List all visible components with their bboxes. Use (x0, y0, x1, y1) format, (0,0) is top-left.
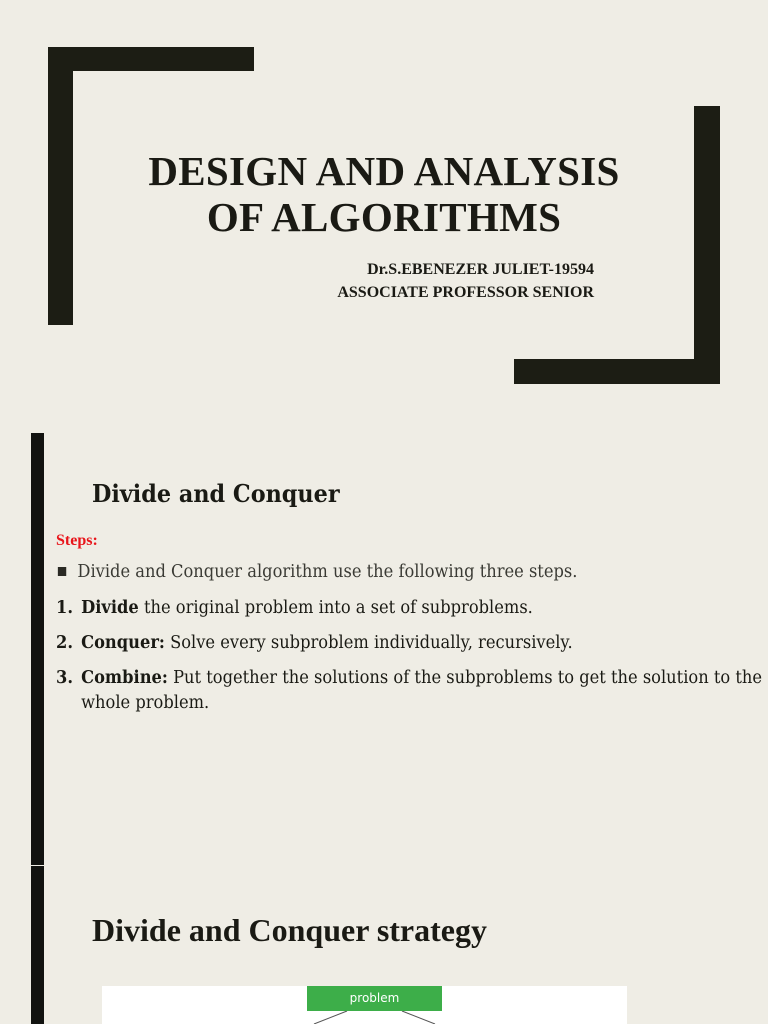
author-name: Dr.S.EBENEZER JULIET-19594 (367, 261, 594, 278)
intro-text: Divide and Conquer algorithm use the following three steps. (77, 562, 578, 582)
step-term: Divide (81, 598, 139, 618)
step-description: Solve every subproblem individually, recursively. (164, 633, 573, 653)
title-line-1: DESIGN AND ANALYSIS (148, 148, 620, 194)
step-text (81, 631, 751, 656)
step-term: Combine: (81, 668, 168, 688)
step-term: Conquer: (81, 633, 165, 653)
slide2-accent-bar (31, 433, 44, 865)
top-left-bracket-horizontal (48, 47, 254, 71)
slide3-heading: Divide and Conquer strategy (92, 912, 487, 948)
title-slide (0, 0, 768, 420)
square-bullet-icon (58, 567, 66, 576)
step-text (81, 666, 768, 716)
slide2-heading: Divide and Conquer (92, 479, 340, 508)
step-text (81, 596, 751, 621)
intro-bullet (56, 560, 577, 585)
step-number: 3. (56, 668, 74, 688)
bottom-right-bracket-horizontal (514, 359, 720, 384)
presentation-title (100, 148, 668, 240)
title-line-2: OF ALGORITHMS (206, 194, 562, 240)
slide3-accent-bar (31, 866, 44, 1024)
author-position: ASSOCIATE PROFESSOR SENIOR (337, 284, 594, 301)
bottom-right-bracket-vertical (694, 106, 720, 384)
diagram-problem-node: problem (307, 986, 442, 1011)
connector-right (402, 1011, 435, 1024)
connector-left (314, 1011, 347, 1024)
step-description: Put together the solutions of the subproblems to get the solution to the whole problem. (81, 668, 763, 713)
step-number: 1. (56, 598, 74, 618)
presenter-info (260, 258, 594, 304)
top-left-bracket-vertical (48, 47, 73, 325)
step-description: the original problem into a set of subproblems. (138, 598, 533, 618)
steps-label: Steps: (56, 532, 98, 549)
step-number: 2. (56, 633, 74, 653)
